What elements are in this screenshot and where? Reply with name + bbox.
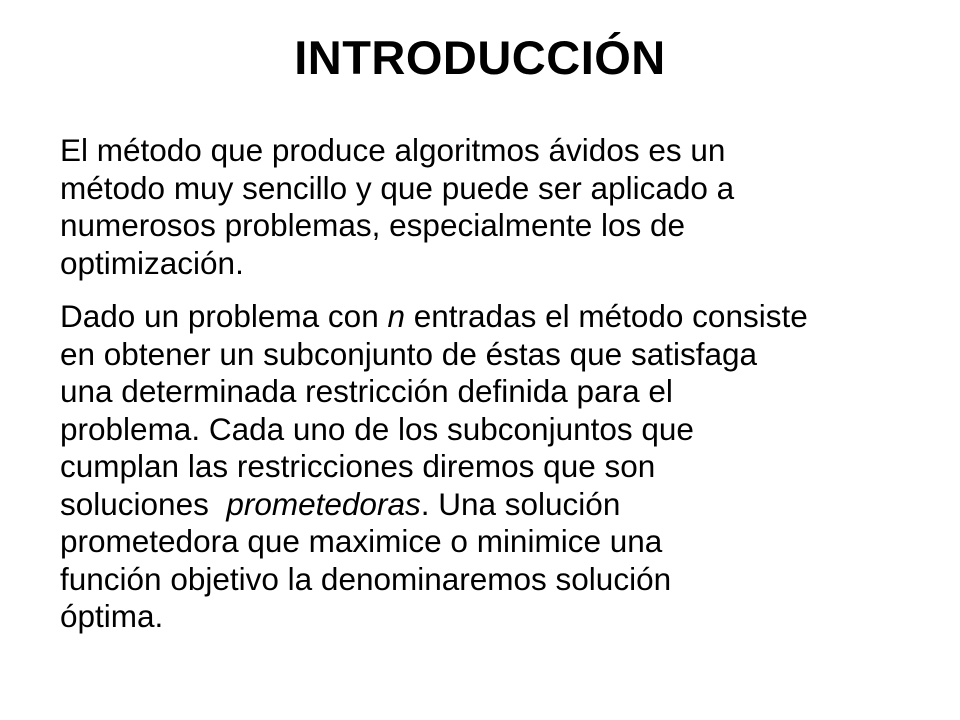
text-line: función objetivo la denominaremos solución xyxy=(60,560,672,597)
text-fragment: . Una solución xyxy=(420,485,621,522)
text-fragment: Dado un problema con xyxy=(60,298,388,334)
text-line: problema. Cada uno de los subconjuntos que xyxy=(60,410,694,447)
italic-variable-n: n xyxy=(387,298,405,334)
text-line: una determinada restricción definida para el xyxy=(60,373,673,409)
slide-title: INTRODUCCIÓN xyxy=(294,31,666,84)
text-fragment: soluciones xyxy=(60,485,227,522)
text-line: optimización. xyxy=(60,244,244,281)
text-line xyxy=(60,298,948,336)
paragraph-method xyxy=(60,298,948,636)
text-line: numerosos problemas, especialmente los de xyxy=(60,207,686,243)
text-line: cumplan las restricciones diremos que son xyxy=(60,448,656,484)
text-fragment: entradas el método consiste xyxy=(405,298,808,334)
text-line: óptima. xyxy=(60,598,164,634)
text-line: El método que produce algoritmos ávidos es un xyxy=(60,132,726,168)
text-line: método muy sencillo y que puede ser aplicado a xyxy=(60,169,735,206)
text-line: prometedora que maximice o minimice una xyxy=(60,523,663,559)
paragraph-definition xyxy=(60,132,948,282)
italic-term-prometedoras: prometedoras xyxy=(226,485,421,522)
text-line xyxy=(60,485,948,524)
text-line: en obtener un subconjunto de éstas que satisfaga xyxy=(60,335,758,372)
slide-body xyxy=(60,132,948,636)
